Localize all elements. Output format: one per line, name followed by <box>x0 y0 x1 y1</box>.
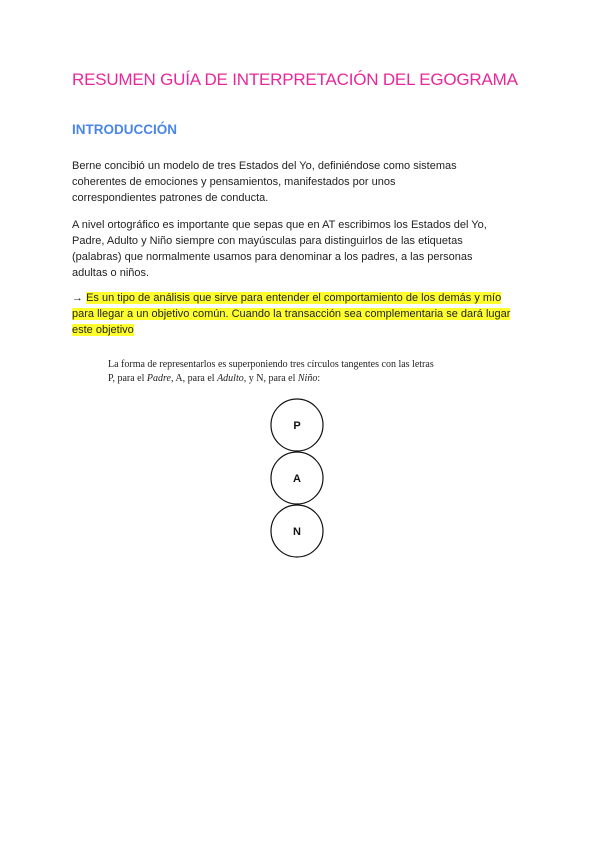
paragraph-line: Padre, Adulto y Niño siempre con mayúsculas para distinguirlos de las etiquetas <box>72 235 463 247</box>
paragraph-berne-model <box>72 158 532 206</box>
paragraph-line <box>72 322 532 338</box>
paragraph-highlighted-note <box>72 290 532 338</box>
paragraph-line: A nivel ortográfico es importante que sepas que en AT escribimos los Estados del Yo, <box>72 219 487 231</box>
figure-caption-line: La forma de representarlos es superponiendo tres círculos tangentes con las letras <box>108 359 434 370</box>
highlighted-text: Es un tipo de análisis que sirve para entender el comportamiento de los demás y mío <box>86 292 502 304</box>
section-heading: INTRODUCCIÓN <box>72 122 177 137</box>
ego-state-label-a: A <box>293 473 301 485</box>
paragraph-line: coherentes de emociones y pensamientos, manifestados por unos <box>72 176 396 188</box>
highlighted-text: este objetivo <box>72 324 134 336</box>
ego-state-label-p: P <box>293 420 301 432</box>
ego-states-diagram <box>108 358 528 568</box>
paragraph-orthography <box>72 217 532 281</box>
paragraph-line <box>72 290 532 306</box>
figure-caption-line: P, para el Padre, A, para el Adulto, y N, para el Niño: <box>108 373 321 384</box>
paragraph-line: correspondientes patrones de conducta. <box>72 192 269 204</box>
arrow-icon: → <box>72 292 87 304</box>
ego-state-label-n: N <box>293 526 301 538</box>
document-title: RESUMEN GUÍA DE INTERPRETACIÓN DEL EGOGRAMA <box>72 70 518 89</box>
paragraph-line <box>72 306 532 322</box>
paragraph-line: adultas o niños. <box>72 267 150 279</box>
highlighted-text: para llegar a un objetivo común. Cuando la transacción sea complementaria se dará lugar <box>72 308 511 320</box>
egogram-figure <box>108 358 528 568</box>
paragraph-line: Berne concibió un modelo de tres Estados del Yo, definiéndose como sistemas <box>72 160 457 172</box>
paragraph-line: (palabras) que normalmente usamos para denominar a los padres, a las personas <box>72 251 473 263</box>
